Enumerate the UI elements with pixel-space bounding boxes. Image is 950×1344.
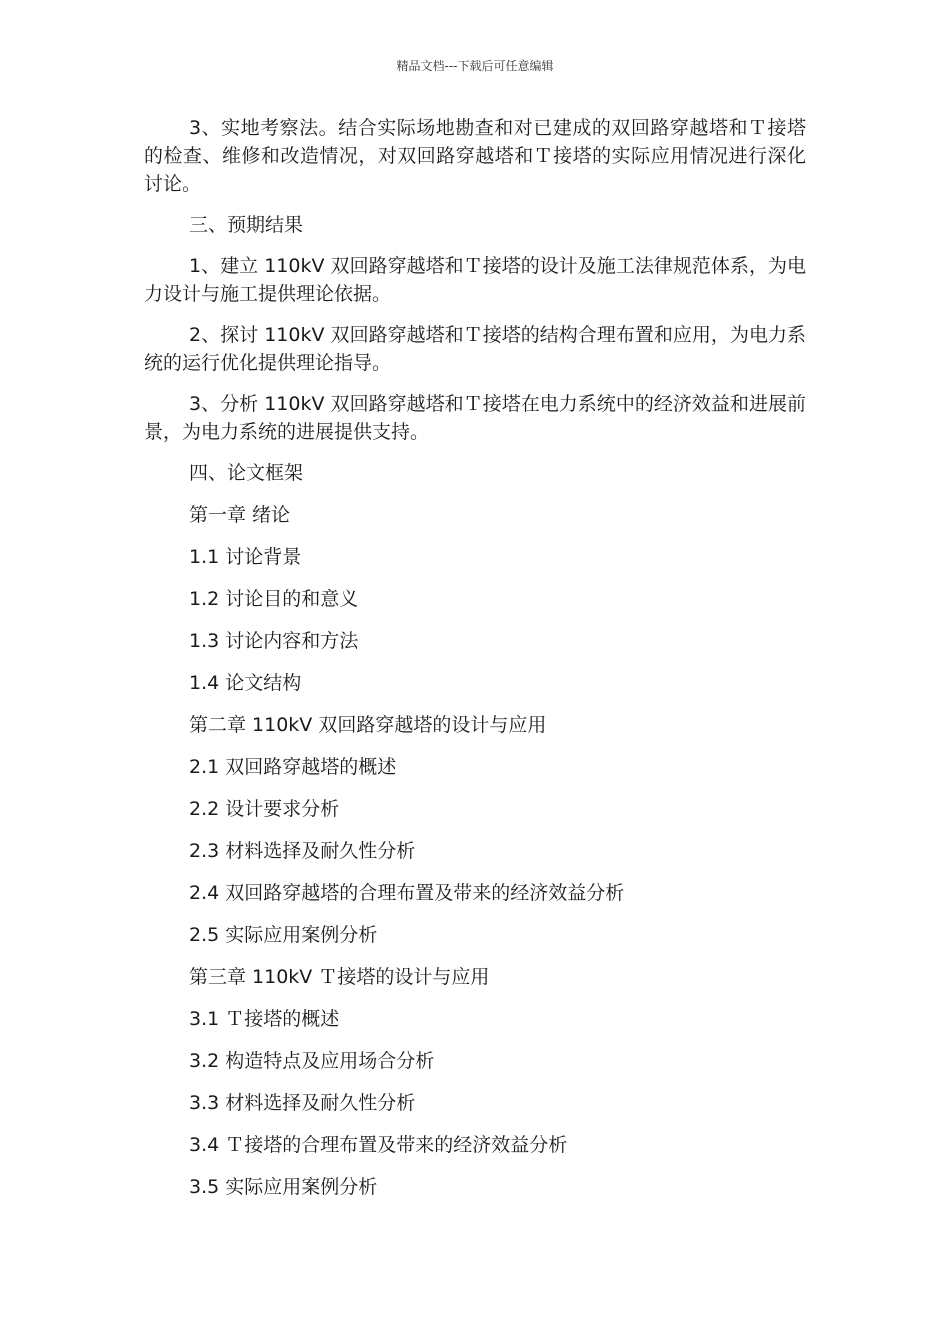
paragraph-result-2: 2、探讨 110kV 双回路穿越塔和Ｔ接塔的结构合理布置和应用，为电力系统的运行优化提供理论指导。 [144, 324, 806, 374]
paragraph-result-1: 1、建立 110kV 双回路穿越塔和Ｔ接塔的设计及施工法律规范体系，为电力设计与施工提供理论依据。 [144, 255, 806, 305]
outline-item: 2.1 双回路穿越塔的概述 [189, 756, 397, 778]
paragraph-result-3: 3、分析 110kV 双回路穿越塔和Ｔ接塔在电力系统中的经济效益和进展前景，为电力系统的进展提供支持。 [144, 393, 806, 443]
outline-item: 2.3 材料选择及耐久性分析 [189, 840, 416, 862]
paragraph-method-field-study: 3、实地考察法。结合实际场地勘查和对已建成的双回路穿越塔和Ｔ接塔的检查、维修和改造情况，对双回路穿越塔和Ｔ接塔的实际应用情况进行深化讨论。 [144, 117, 806, 195]
outline-item: 1.2 讨论目的和意义 [189, 588, 359, 610]
outline-chapter-2: 第二章 110kV 双回路穿越塔的设计与应用 [189, 714, 547, 736]
outline-item: 2.2 设计要求分析 [189, 798, 340, 820]
outline-item: 3.1 Ｔ接塔的概述 [189, 1008, 340, 1030]
outline-chapter-3: 第三章 110kV Ｔ接塔的设计与应用 [189, 966, 490, 988]
outline-item: 2.5 实际应用案例分析 [189, 924, 378, 946]
page-header: 精品文档---下载后可任意编辑 [396, 59, 554, 73]
outline-item: 3.5 实际应用案例分析 [189, 1176, 378, 1198]
outline-item: 1.4 论文结构 [189, 672, 302, 694]
section-heading-outline: 四、论文框架 [189, 462, 304, 484]
outline-item: 1.3 讨论内容和方法 [189, 630, 359, 652]
document-body [144, 114, 806, 1215]
outline-item: 3.2 构造特点及应用场合分析 [189, 1050, 435, 1072]
outline-item: 3.3 材料选择及耐久性分析 [189, 1092, 416, 1114]
outline-item: 1.1 讨论背景 [189, 546, 302, 568]
outline-item: 2.4 双回路穿越塔的合理布置及带来的经济效益分析 [189, 882, 625, 904]
outline-item: 3.4 Ｔ接塔的合理布置及带来的经济效益分析 [189, 1134, 568, 1156]
outline-chapter-1: 第一章 绪论 [189, 504, 291, 526]
section-heading-expected-results: 三、预期结果 [189, 214, 304, 236]
